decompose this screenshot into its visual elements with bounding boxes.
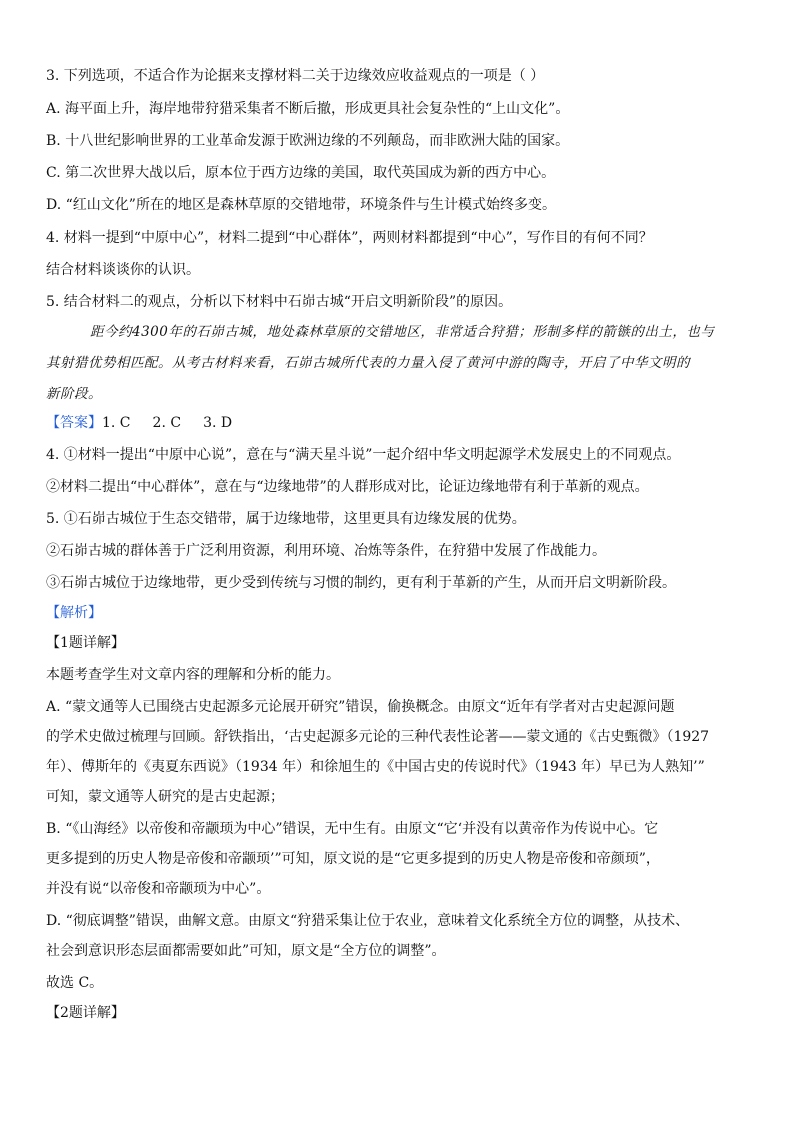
analysis-q1-heading: 【1题详解】 [46,635,125,651]
analysis-line-7: 更多提到的历史人物是帝俊和帝颛顼’”可知，原文说的是“它更多提到的历史人物是帝俊和帝颜顼”， [46,851,660,867]
question-5-stem: 5. 结合材料二的观点，分析以下材料中石峁古城“开启文明新阶段”的原因。 [46,294,513,310]
answer-line-1: 4. ①材料一提出“中原中心说”，意在与“满天星斗说”一起介绍中华文明起源学术发展史上的不同观点。 [46,447,681,463]
analysis-line-3: 的学术史做过梳理与回顾。舒铁指出，‘古史起源多元论的三种代表性论著——蒙文通的《古史甄微》（1927 [46,729,710,745]
analysis-q2-heading: 【2题详解】 [46,1005,125,1021]
answer-line-4: ②石峁古城的群体善于广泛利用资源，利用环境、冶炼等条件，在狩猎中发展了作战能力。 [46,543,606,559]
answer-choice-2: 2. C [152,415,182,431]
question-3-option-b: B. 十八世纪影响世界的工业革命发源于欧洲边缘的不列颠岛，而非欧洲大陆的国家。 [46,133,570,149]
answer-tag: 【答案】 [46,415,102,431]
analysis-line-11: 故选 C。 [46,975,104,991]
answer-choice-3: 3. D [203,415,233,431]
answer-line-5: ③石峁古城位于边缘地带，更少受到传统与习惯的制约，更有利于革新的产生，从而开启文明新阶段。 [46,575,676,591]
answer-choices-line [46,413,254,433]
analysis-line-5: 可知，蒙文通等人研究的是古史起源； [46,789,284,805]
analysis-line-9: D. “彻底调整”错误，曲解文意。由原文“狩猎采集让位于农业，意味着文化系统全方位的调整，从技术、 [46,913,690,929]
analysis-line-10: 社会到意识形态层面都需要如此”可知，原文是“全方位的调整”。 [46,943,446,959]
question-5-passage-line-3: 新阶段。 [46,386,102,402]
question-4-line-2: 结合材料谈谈你的认识。 [46,262,200,278]
answer-line-3: 5. ①石峁古城位于生态交错带，属于边缘地带，这里更具有边缘发展的优势。 [46,511,526,527]
question-3-option-d: D. “红山文化”所在的地区是森林草原的交错地带，环境条件与生计模式始终多变。 [46,197,556,213]
question-5-passage-line-2: 其射猎优势相匹配。从考古材料来看，石峁古城所代表的力量入侵了黄河中游的陶寺，开启了中华文明的 [46,355,690,371]
analysis-line-1: 本题考查学生对文章内容的理解和分析的能力。 [46,667,340,683]
question-3-stem: 3. 下列选项，不适合作为论据来支撑材料二关于边缘效应收益观点的一项是（ ） [46,68,545,84]
answer-line-2: ②材料二提出“中心群体”，意在与“边缘地带”的人群形成对比，论证边缘地带有利于革新的观点。 [46,479,649,495]
analysis-line-2: A. “蒙文通等人已围绕古史起源多元论展开研究”错误，偷换概念。由原文“近年有学者对古史起源问题 [46,699,675,715]
analysis-line-6: B. “《山海经》以帝俊和帝颛顼为中心”错误，无中生有。由原文“它‘并没有以黄帝作为传说中心。它 [46,821,659,837]
analysis-tag: 【解析】 [46,605,102,621]
answer-choice-1: 1. C [102,415,131,431]
analysis-line-4: 年）、傅斯年的《夷夏东西说》（1934 年）和徐旭生的《中国古史的传说时代》（1943 年）早已为人熟知’” [46,759,705,775]
question-3-option-c: C. 第二次世界大战以后，原本位于西方边缘的美国，取代英国成为新的西方中心。 [46,165,556,181]
analysis-line-8: 并没有说“以帝俊和帝颛顼为中心”。 [46,881,271,897]
question-3-option-a: A. 海平面上升，海岸地带狩猎采集者不断后撤，形成更具社会复杂性的“上山文化”。 [46,101,570,117]
question-5-passage-line-1: 距今约4300年的石峁古城，地处森林草原的交错地区，非常适合狩猎；形制多样的箭镞的出土，也与 [90,324,715,340]
question-4-line-1: 4. 材料一提到“中原中心”，材料二提到“中心群体”，两则材料都提到“中心”，写作目的有何不同？ [46,230,653,246]
